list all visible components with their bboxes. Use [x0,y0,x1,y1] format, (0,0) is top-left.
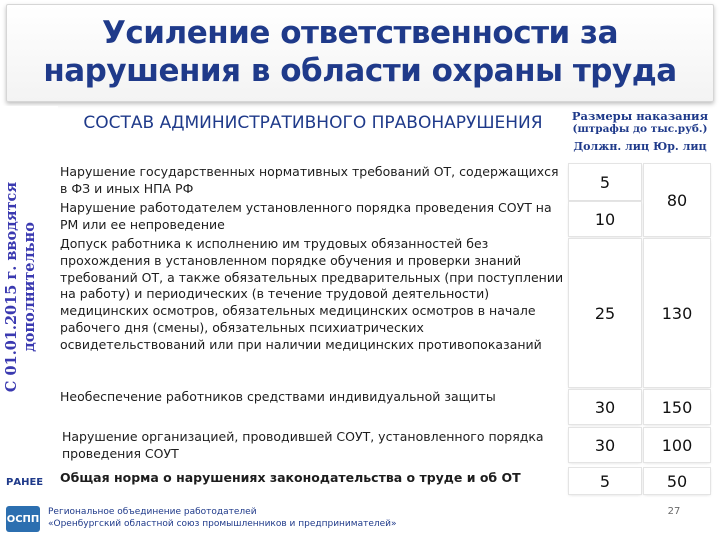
penalty-table [58,106,712,496]
page-title: Усиление ответственности за нарушения в области охраны труда [43,15,677,89]
penalty-subtitle: (штрафы до тыс.руб.) [572,123,708,135]
row-description: Нарушение работодателем установленного порядка проведения СОУТ на РМ или ее непроведение [60,200,552,232]
officials-value: 25 [569,239,641,387]
officials-value: 30 [569,390,641,424]
composition-header: СОСТАВ АДМИНИСТРАТИВНОГО ПРАВОНАРУШЕНИЯ [83,113,543,133]
officials-value: 5 [569,468,641,494]
footer-line-1: Региональное объединение работодателей [48,507,257,517]
penalty-title: Размеры наказания [571,109,709,123]
penalty-header [568,106,712,164]
legal-value: 130 [644,239,710,387]
col-officials: Должн. лиц [573,140,650,153]
row-description: Допуск работника к исполнению им трудовых обязанностей без прохождения в установленном порядке обучения и проверки знаний требований ОТ, а также обязательных предварительных (при поступлении на работу) и периодических (в течение трудовой деятельности) медицинских осмотров, обязательных медицинских осмотров в начале рабочего дня (смены), обязательных психиатрических освидетельствований или при наличии медицинских противопоказаний [60,236,564,352]
earlier-label: РАНЕЕ [6,477,44,488]
footer [0,500,720,540]
footer-text [48,506,428,530]
organization-logo: ОСПП [6,506,40,532]
officials-value: 5 [569,164,641,200]
col-legal: Юр. лиц [653,140,707,153]
side-note: С 01.01.2015 г. вводятся дополнительно [3,181,38,393]
legal-value: 80 [644,164,710,236]
row-description: Необеспечение работников средствами индивидуальной защиты [60,389,496,404]
legal-value: 50 [644,468,710,494]
row-description: Нарушение государственных нормативных требований ОТ, содержащихся в ФЗ и иных НПА РФ [60,164,559,196]
officials-value: 10 [569,202,641,236]
footer-line-2: «Оренбургский областной союз промышленников и предпринимателей» [48,519,397,529]
legal-value: 100 [644,428,710,462]
page-number: 27 [667,506,681,517]
officials-value: 30 [569,428,641,462]
penalty-subheads [568,140,712,153]
row-description: Нарушение организацией, проводившей СОУТ, установленного порядка проведения СОУТ [62,429,544,461]
legal-value: 150 [644,390,710,424]
row-description: Общая норма о нарушениях законодательства о труде и об ОТ [60,470,521,485]
